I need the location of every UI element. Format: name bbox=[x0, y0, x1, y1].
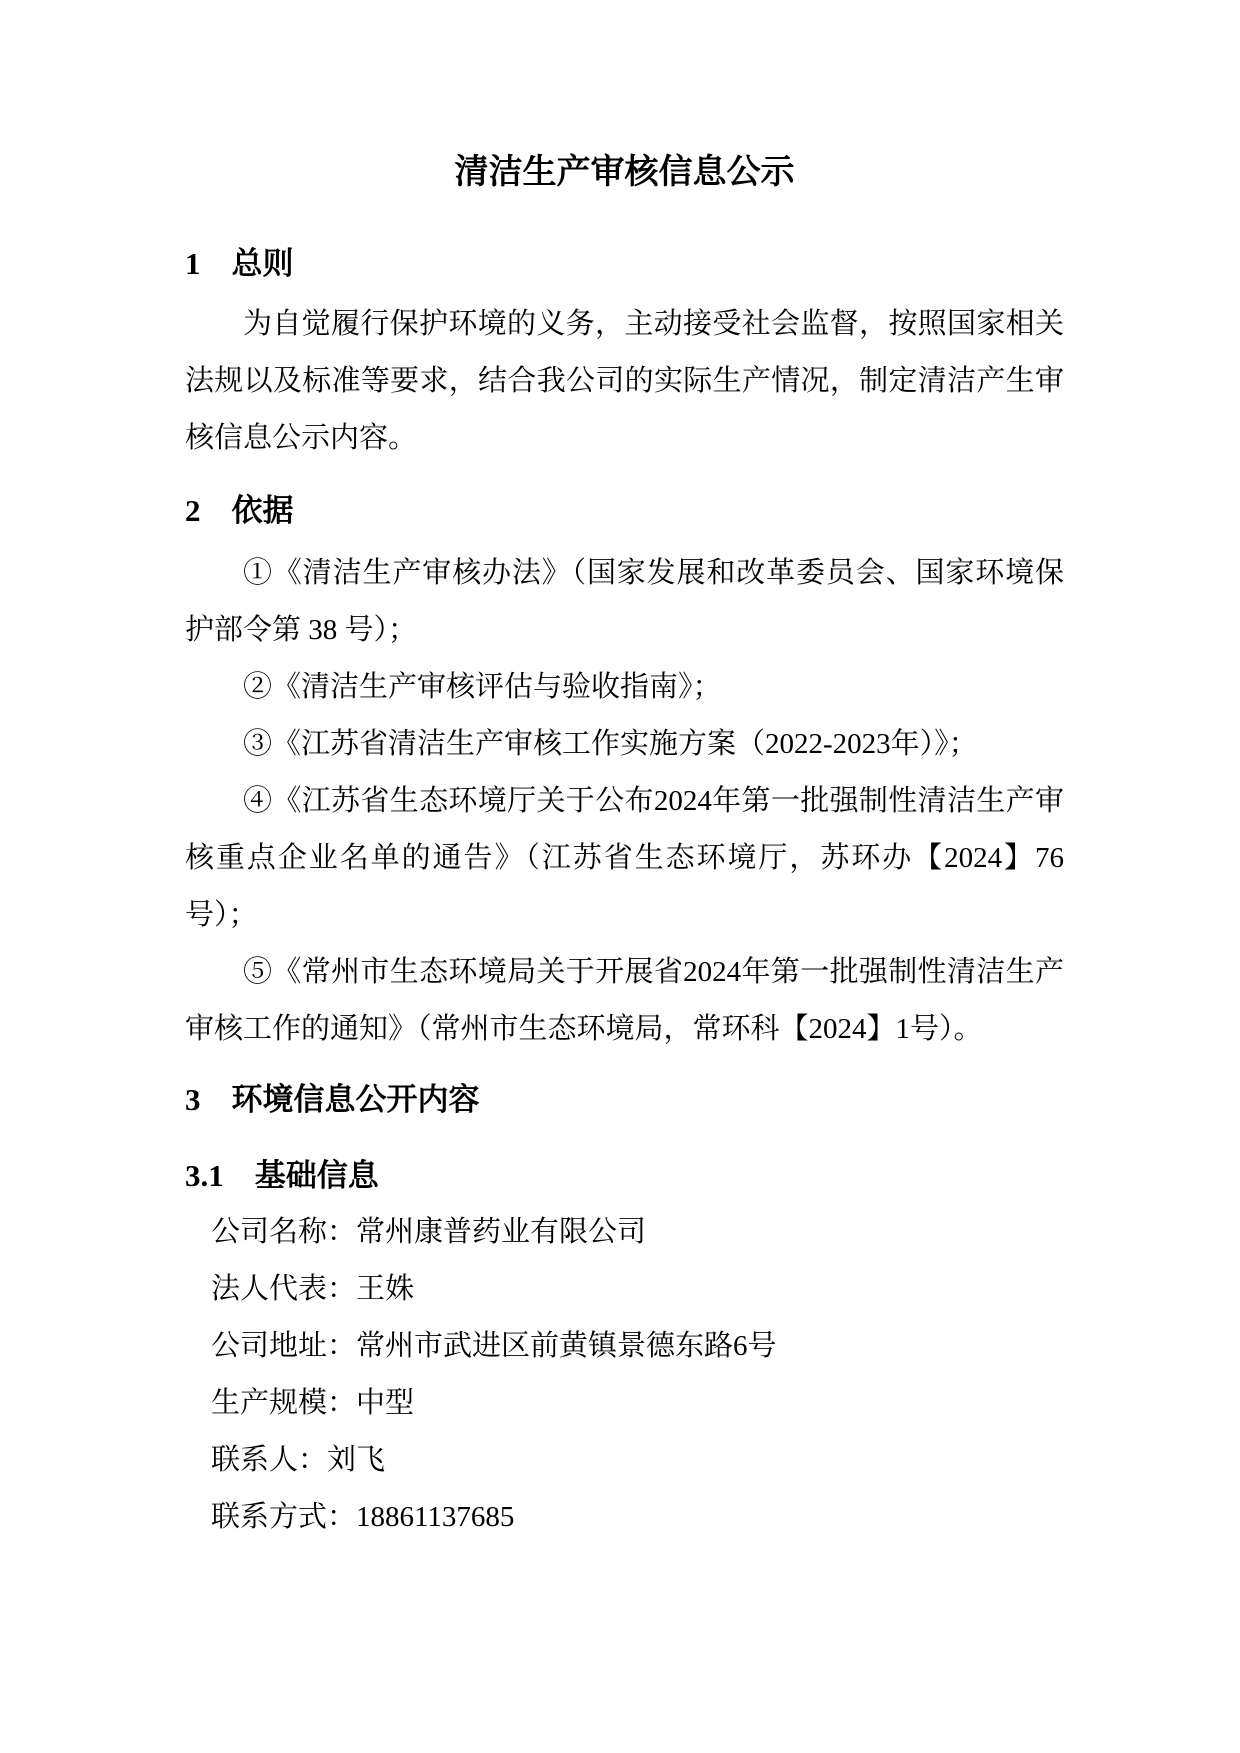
basis-list bbox=[185, 545, 1064, 1058]
basis-item-5 bbox=[185, 944, 1064, 1058]
paragraph-line: 护部令第 38 号）； bbox=[185, 614, 418, 646]
basis-item-1 bbox=[185, 545, 1064, 659]
intro-paragraph bbox=[185, 296, 1064, 467]
basic-info-list bbox=[185, 1204, 1064, 1546]
paragraph-line: ⑤《常州市生态环境局关于开展省2024年第一批强制性清洁生产 bbox=[243, 956, 1064, 988]
info-contact-phone: 联系方式：18861137685 bbox=[211, 1501, 515, 1533]
section-heading-1: 1 总则 bbox=[185, 246, 294, 281]
paragraph-line: 为自觉履行保护环境的义务，主动接受社会监督，按照国家相关 bbox=[243, 308, 1064, 340]
paragraph-line: 号）； bbox=[185, 899, 258, 931]
paragraph-line: 审核工作的通知》（常州市生态环境局，常环科【2024】1号）。 bbox=[185, 1013, 983, 1045]
section-heading-2: 2 依据 bbox=[185, 493, 294, 528]
info-company-address: 公司地址：常州市武进区前黄镇景德东路6号 bbox=[211, 1330, 777, 1362]
paragraph-line: 法规以及标准等要求，结合我公司的实际生产情况，制定清洁产生审 bbox=[185, 365, 1064, 397]
paragraph-line: ②《清洁生产审核评估与验收指南》； bbox=[243, 671, 722, 703]
basis-item-4 bbox=[185, 773, 1064, 944]
basis-item-2 bbox=[185, 659, 1064, 716]
paragraph-line: 核重点企业名单的通告》（江苏省生态环境厅，苏环办【2024】76 bbox=[185, 842, 1064, 874]
paragraph-line: ④《江苏省生态环境厅关于公布2024年第一批强制性清洁生产审 bbox=[243, 785, 1064, 817]
paragraph-line: ①《清洁生产审核办法》（国家发展和改革委员会、国家环境保 bbox=[243, 557, 1064, 589]
info-production-scale: 生产规模：中型 bbox=[211, 1387, 415, 1419]
paragraph-line: ③《江苏省清洁生产审核工作实施方案（2022-2023年）》； bbox=[243, 728, 978, 760]
section-heading-3: 3 环境信息公开内容 bbox=[185, 1082, 480, 1117]
basis-item-3 bbox=[185, 716, 1064, 773]
section-heading-3-1: 3.1 基础信息 bbox=[185, 1158, 379, 1193]
info-company-name: 公司名称：常州康普药业有限公司 bbox=[211, 1216, 647, 1248]
info-contact-person: 联系人：刘飞 bbox=[211, 1444, 386, 1476]
info-legal-representative: 法人代表：王姝 bbox=[211, 1273, 415, 1305]
page-title: 清洁生产审核信息公示 bbox=[454, 154, 795, 191]
paragraph-line: 核信息公示内容。 bbox=[185, 422, 418, 454]
